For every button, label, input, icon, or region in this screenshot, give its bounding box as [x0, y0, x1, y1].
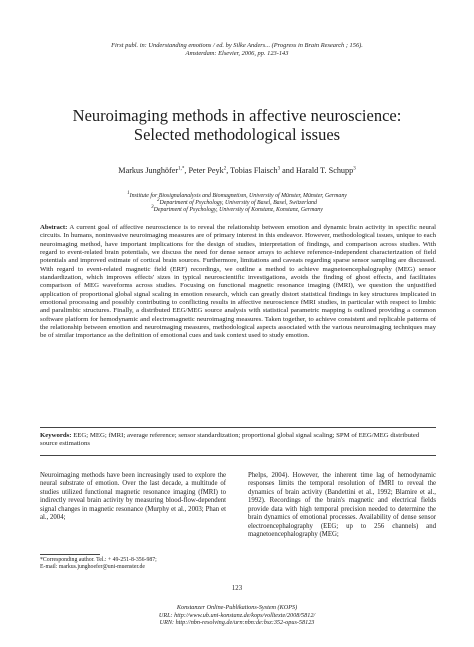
affiliation-1: $^1$Institute for Biosignalanalysis and Biomagnetism, University of Münster, Münster, Germany: [127, 191, 347, 199]
footnote-divider: [40, 554, 100, 555]
author-name: , Peter Peyk: [184, 166, 224, 175]
footer-line-1: Konstanzer Online-Publikations-System (KOPS): [176, 604, 298, 611]
keywords: [40, 432, 436, 449]
abstract-label: Abstract:: [40, 224, 68, 231]
title-line-1: Neuroimaging methods in affective neuroscience:: [72, 106, 402, 125]
author-list: [0, 166, 474, 175]
repository-footer: [0, 604, 474, 627]
keywords-text: EEG; MEG; fMRI; average reference; sensor standardization; proportional global signal scaling; SPM of EEG/MEG distributed source estimations: [40, 432, 420, 448]
keywords-label: Keywords:: [40, 432, 72, 439]
title-line-2: Selected methodological issues: [133, 125, 341, 144]
author-affiliation-mark: 3: [353, 166, 356, 172]
citation-line-2: Amsterdam: Elsevier, 2006, pp. 123-143: [185, 50, 289, 57]
author-name: Markus Junghöfer: [118, 166, 179, 175]
footnote: [40, 557, 240, 571]
abstract: [40, 224, 436, 341]
footer-url[interactable]: URL: http://www.ub.uni-konstanz.de/kops/volltexte/2008/5812/: [158, 611, 316, 619]
author-name: and Harald T. Schupp: [280, 166, 354, 175]
footnote-email: E-mail: markus.junghoefer@uni-muenster.de: [40, 564, 145, 571]
paper-title: [0, 106, 474, 144]
affiliation-2: $^2$Department of Psychology, University of Basel, Basel, Switzerland: [157, 198, 317, 206]
body-column-right: Phelps, 2004). However, the inherent time lag of hemodynamic responses limits the temporal resolution of fMRI to reveal the dynamics of brain activity (Bandettini et al., 1992; Blamire et al., 1992). Recordings of the brain's magnetic and electrical fields provide data with high temporal precision needed to determine the brain dynamics of emotional processes. Availability of dense sensor electroencephalography (EEG; up to 256 channels) and magnetoencephalography (MEG;: [248, 472, 436, 539]
footnote-line-1: *Corresponding author. Tel.: + 49-251-8-356-987;: [40, 557, 157, 563]
author-affiliation-mark: 1,*: [178, 166, 185, 172]
page-number: 123: [231, 585, 243, 592]
affiliation-3: $^3$Department of Psychology, University of Konstanz, Konstanz, Germany: [151, 205, 323, 213]
author-name: , Tobias Flaisch: [226, 166, 278, 175]
affiliations: [0, 193, 474, 214]
citation-header: [0, 42, 474, 58]
keywords-bottom-divider: [40, 455, 436, 456]
abstract-text: A current goal of affective neuroscience is to reveal the relationship between emotion and dynamic brain activity in specific neural circuits. In humans, noninvasive neuroimaging measures are of primary interest in this endeavor. However, methodological issues, unique to each neuroimaging method, have important implications for the design of studies, interpretation of findings, and comparison across studies. With regard to event-related brain potentials, we discuss the need for dense sensor arrays to achieve reference-independent characterization of field potentials and improved estimate of cortical brain sources. Furthermore, limitations and caveats regarding sparse sensor sampling are discussed. With regard to event-related magnetic field (ERF) recordings, we outline a method to achieve magnetoencephalography (MEG) sensor standardization, which improves effects' sizes in typical neuroscientific investigations, avoids the finding of ghost effects, and facilitates comparison of MEG waveforms across studies. Focusing on functional magnetic resonance imaging (fMRI), we question the unjustified application of proportional global signal scaling in emotion research, which can greatly distort statistical findings in key structures implicated in emotional processing and possibly contributing to conflicting results in affective neuroscience fMRI studies, in particular with respect to limbic and paralimbic structures. Finally, a distributed EEG/MEG source analysis with statistical parametric mapping is outlined providing a common software platform for hemodynamic and electromagnetic neuroimaging measures. Taken together, to achieve consistent and replicable patterns of the relationship between emotion and neuroimaging measures, methodological aspects associated with the various neuroimaging techniques may be of similar importance as the definition of emotional cues and task context used to study emotion.: [40, 224, 436, 340]
keywords-top-divider: [40, 427, 436, 428]
body-column-left: Neuroimaging methods have been increasingly used to explore the neural substrate of emotion. Over the last decade, a multitude of studies utilized functional magnetic resonance imaging (fMRI) to indirectly reveal brain activity by measuring blood-flow-dependent signal changes in magnetic resonance (Murphy et al., 2003; Phan et al., 2004;: [40, 472, 226, 522]
citation-line-1: First publ. in: Understanding emotions / ed. by Silke Anders... (Progress in Brain Research ; 156).: [111, 42, 363, 49]
footer-urn[interactable]: URN: http://nbn-resolving.de/urn:nbn:de:bsz:352-opus-58123: [159, 619, 315, 627]
author-affiliation-mark: 2: [223, 166, 227, 172]
author-affiliation-mark: 3: [277, 166, 281, 172]
